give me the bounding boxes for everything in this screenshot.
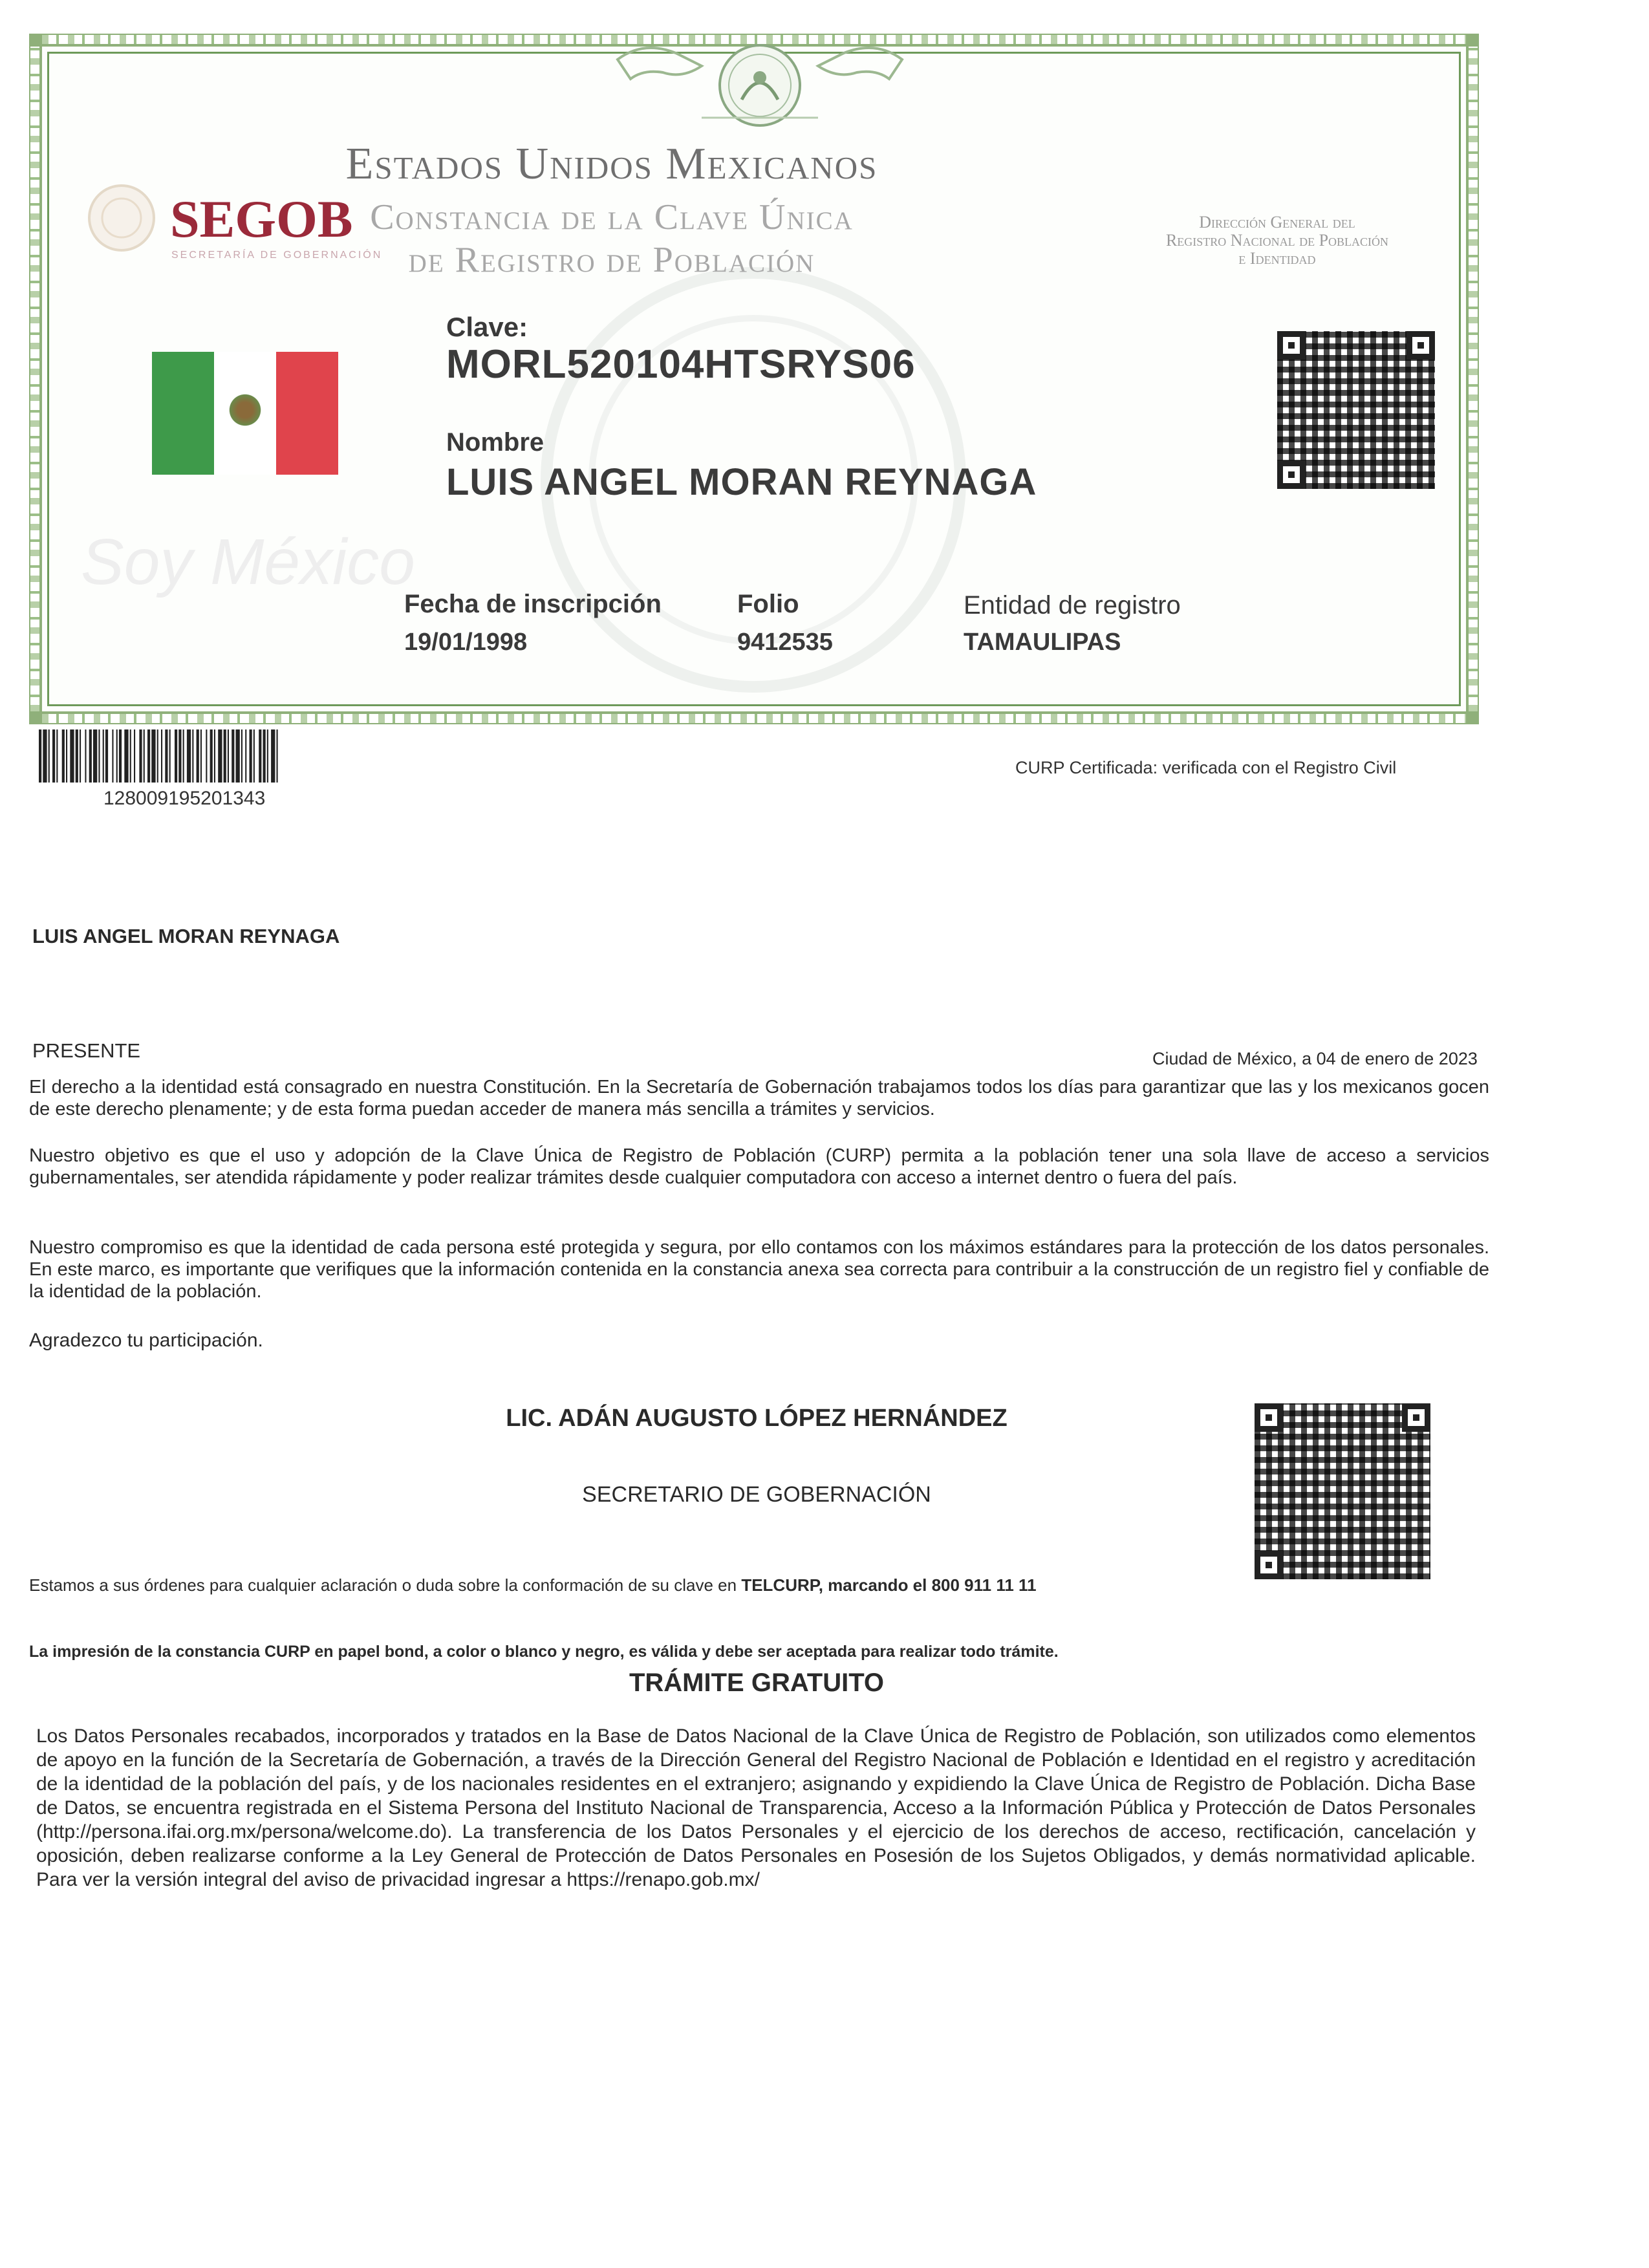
segob-tagline: SECRETARÍA DE GOBERNACIÓN	[171, 250, 383, 261]
frame-pattern-left	[30, 47, 39, 711]
letter-place-date: Ciudad de México, a 04 de enero de 2023	[1152, 1049, 1478, 1068]
frame-pattern-bottom	[42, 714, 1466, 723]
telcurp-number: TELCURP, marcando el 800 911 11 11	[741, 1575, 1037, 1595]
letter-presente: PRESENTE	[32, 1039, 141, 1062]
signer-name: LIC. ADÁN AUGUSTO LÓPEZ HERNÁNDEZ	[506, 1405, 1008, 1432]
telcurp-prefix: Estamos a sus órdenes para cualquier aclaración o duda sobre la conformación de su clave en	[29, 1575, 742, 1595]
signer-title: SECRETARIO DE GOBERNACIÓN	[582, 1482, 931, 1507]
folio-label: Folio	[737, 590, 799, 618]
barcode-number: 128009195201343	[103, 788, 266, 809]
letter-paragraph-3: Nuestro compromiso es que la identidad de cada persona esté protegida y segura, por ello contamos con los máximos estándares para la protección de los datos personales. En este marco, es importante que verifiques que la información contenida en la constancia anexa sea correcta para contribuir a la construcción de un registro fiel y confiable de la identidad de la población.	[29, 1237, 1489, 1302]
folio-value: 9412535	[737, 629, 833, 656]
letter-recipient: LUIS ANGEL MORAN REYNAGA	[32, 925, 340, 947]
segob-logo: SEGOB	[170, 189, 353, 248]
fecha-label: Fecha de inscripción	[404, 590, 662, 618]
entidad-value: TAMAULIPAS	[964, 629, 1121, 656]
org-line-2: Registro Nacional de Población	[1165, 231, 1389, 250]
soy-mexico-watermark: Soy México	[81, 526, 415, 598]
org-line-1: Dirección General del	[1199, 213, 1355, 232]
privacy-notice: Los Datos Personales recabados, incorporados y tratados en la Base de Datos Nacional de la Clave Única de Registro de Población, son utilizados como elementos de apoyo en la función de la Secretaría de Gobernación, a través de la Dirección General del Registro Nacional de Población e Identidad en el registro y acreditación de la identidad de la población del país, y de los nacionales residentes en el extranjero; asignando y expidiendo la Clave Única de Registro de Población. Dicha Base de Datos, se encuentra registrada en el Sistema Persona del Instituto Nacional de Transparencia, Acceso a la Información Pública y Protección de Datos Personales (http://persona.ifai.org.mx/persona/welcome.do). La transferencia de los Datos Personales y el ejercicio de los derechos de acceso, rectificación, cancelación y oposición, deben realizarse conforme a la Ley General de Protección de Datos Personales en Posesión de los Sujetos Obligados, y demás normatividad aplicable. Para ver la versión integral del aviso de privacidad ingresar a https://renapo.gob.mx/	[36, 1725, 1476, 1890]
letter-paragraph-2: Nuestro objetivo es que el uso y adopción de la Clave Única de Registro de Población (CURP) permita a la población tener una sola llave de acceso a servicios gubernamentales, ser atendida rápidamente y poder realizar trámites desde cualquier computadora con acceso a internet dentro o fuera del país.	[29, 1145, 1489, 1188]
entidad-label: Entidad de registro	[964, 591, 1181, 620]
impresion-note: La impresión de la constancia CURP en papel bond, a color o blanco y negro, es válida y debe ser aceptada para realizar todo trámite.	[29, 1643, 1059, 1661]
certificate-title: Estados Unidos Mexicanos	[345, 139, 878, 189]
letter-paragraph-1: El derecho a la identidad está consagrado en nuestra Constitución. En la Secretaría de Gobernación trabajamos todos los días para garantizar que las y los mexicanos gocen de este derecho plenamente; y de esta forma puedan acceder de manera más sencilla a trámites y servicios.	[29, 1077, 1489, 1119]
curp-certificate	[29, 34, 1479, 724]
org-line-3: e Identidad	[1238, 249, 1316, 268]
barcode-icon	[39, 729, 343, 783]
letter-thanks: Agradezco tu participación.	[29, 1330, 263, 1351]
signature-qr-code	[1255, 1403, 1430, 1579]
segob-seal-icon	[86, 182, 157, 254]
frame-pattern-right	[1469, 47, 1478, 711]
nombre-label: Nombre	[446, 428, 544, 457]
tramite-gratuito: TRÁMITE GRATUITO	[629, 1669, 885, 1697]
curp-certificada-note: CURP Certificada: verificada con el Registro Civil	[1015, 758, 1397, 777]
nombre-value: LUIS ANGEL MORAN REYNAGA	[446, 461, 1037, 503]
clave-value: MORL520104HTSRYS06	[446, 342, 916, 387]
telcurp-line	[29, 1575, 1037, 1595]
certificate-subtitle-2: de Registro de Población	[408, 240, 815, 280]
certificate-qr-code	[1277, 331, 1435, 489]
clave-label: Clave:	[446, 312, 528, 342]
fecha-value: 19/01/1998	[404, 629, 528, 656]
coat-of-arms-icon	[605, 40, 915, 137]
mexican-flag-icon	[152, 352, 338, 475]
certificate-subtitle-1: Constancia de la Clave Única	[370, 197, 854, 237]
